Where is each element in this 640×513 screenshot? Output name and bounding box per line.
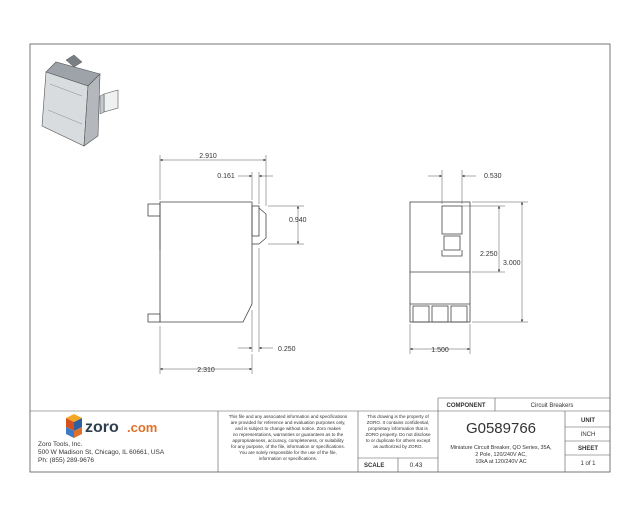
proprietary-notice <box>365 414 430 449</box>
proprietary-line: ZORO property. Do not disclose <box>365 432 431 437</box>
disclaimer-line: for any purpose, of the file, information or specifications. <box>231 444 345 449</box>
company-address: 500 W Madison St, Chicago, IL 60661, USA <box>38 449 165 456</box>
disclaimer-line: and is subject to change without notice. Zoro makes <box>235 426 341 431</box>
disclaimer <box>229 414 348 461</box>
company-name: Zoro Tools, Inc. <box>38 441 83 448</box>
dim-face-height: 2.250 <box>480 251 498 258</box>
proprietary-line: proprietary information that is <box>368 426 428 431</box>
component-value: Circuit Breakers <box>530 403 574 409</box>
scale-value: 0.43 <box>409 462 423 469</box>
description-line: 10kA at 120/240V AC <box>475 459 527 465</box>
scale-label: SCALE <box>364 463 385 469</box>
dim-toggle-height: 0.940 <box>289 217 307 224</box>
disclaimer-line: You are solely responsible for the use of the file, <box>239 450 337 455</box>
logo-text: zoro <box>85 419 119 436</box>
sheet-label: SHEET <box>577 446 599 452</box>
unit-value: INCH <box>580 432 596 438</box>
cube-icon <box>66 414 82 438</box>
component-label: COMPONENT <box>446 403 486 409</box>
unit-label: UNIT <box>581 418 595 424</box>
dim-top-offset: 0.530 <box>484 173 502 180</box>
disclaimer-line: no representations, warranties or guarantees as to the <box>232 432 344 437</box>
disclaimer-line: This file and any associated information and specifications <box>228 414 348 419</box>
proprietary-line: to or duplicate for others except <box>365 438 431 443</box>
zoro-logo <box>66 414 157 438</box>
dim-body-depth: 2.310 <box>197 367 215 374</box>
disclaimer-line: information or specifications. <box>258 456 318 461</box>
dim-width: 1.500 <box>431 347 449 354</box>
description-line: Miniature Circuit Breaker, QO Series, 35A, <box>450 445 552 451</box>
description-line: 2 Pole, 120/240V AC, <box>475 452 527 458</box>
side-dimensions <box>160 155 304 374</box>
front-view <box>410 202 470 322</box>
dim-overall-height: 3.000 <box>503 260 521 267</box>
side-view <box>148 202 266 322</box>
dim-overall-depth: 2.910 <box>199 153 217 160</box>
disclaimer-line: appropriateness, accuracy, completeness, or suitability <box>232 438 344 443</box>
proprietary-line: This drawing is the property of <box>367 414 429 419</box>
isometric-view <box>42 55 118 146</box>
dim-front-offset: 0.161 <box>217 173 235 180</box>
proprietary-line: as authorized by ZORO. <box>373 444 423 449</box>
part-number: G0589766 <box>465 420 537 437</box>
company-phone: Ph: (855) 289-9676 <box>38 457 95 464</box>
proprietary-line: ZORO. It contains confidential, <box>366 420 430 425</box>
dim-toggle-depth: 0.250 <box>278 346 296 353</box>
sheet-value: 1 of 1 <box>580 461 596 467</box>
logo-suffix: .com <box>127 420 158 435</box>
disclaimer-line: are provided for reference and evaluation purposes only, <box>230 420 346 425</box>
